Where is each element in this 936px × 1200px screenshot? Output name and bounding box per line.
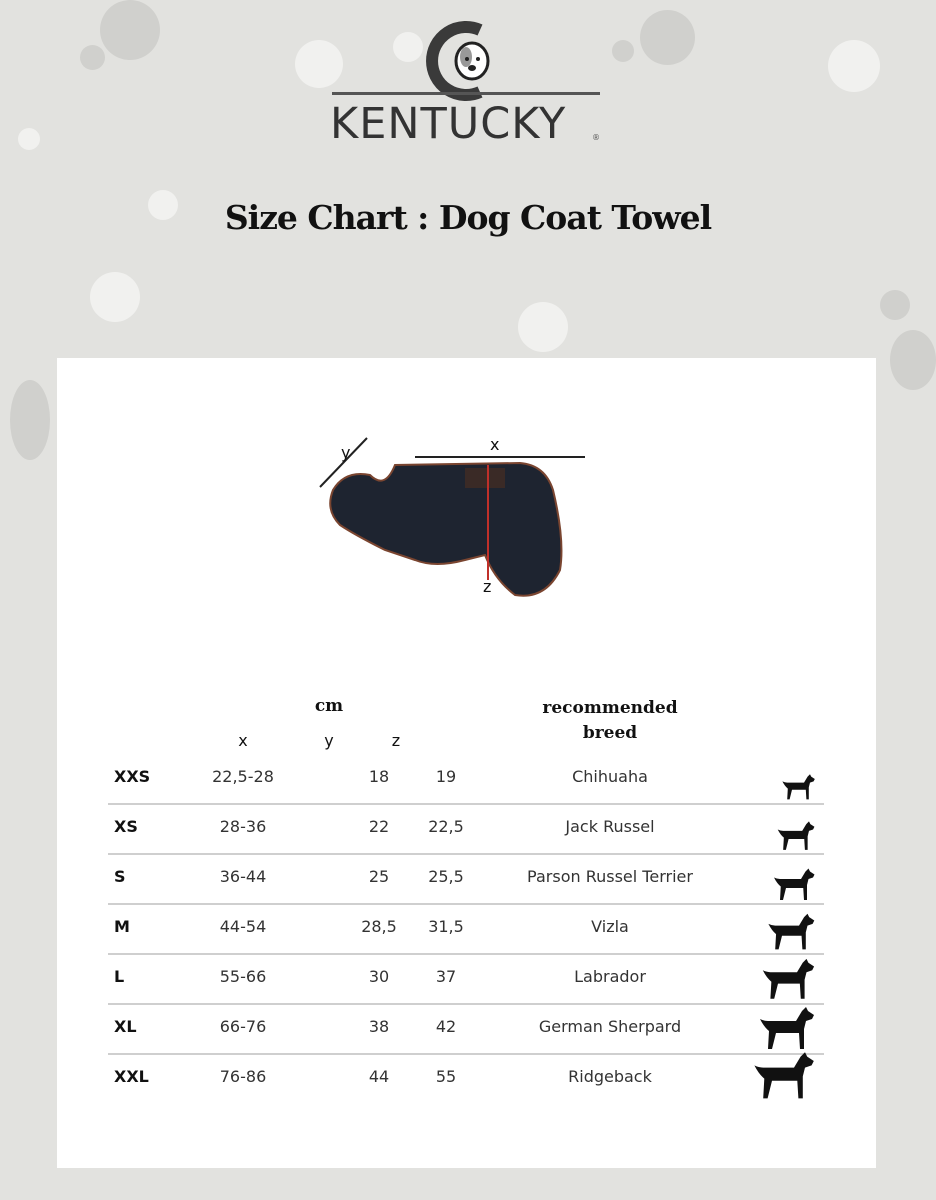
y-cell: 18 — [368, 767, 390, 786]
dog-coat-diagram — [315, 430, 615, 610]
z-cell: 19 — [435, 767, 457, 786]
x-cell: 28-36 — [219, 817, 267, 836]
breed-cell: Labrador — [574, 967, 646, 986]
y-cell: 30 — [368, 967, 390, 986]
svg-text:z: z — [483, 577, 492, 596]
size-chart-card — [57, 358, 876, 1168]
table-row — [108, 955, 824, 1005]
y-cell: 25 — [368, 867, 390, 886]
breed-cell: German Sherpard — [538, 1017, 682, 1036]
x-cell: 22,5-28 — [212, 767, 274, 786]
size-cell: XXL — [114, 1067, 149, 1086]
size-cell: XXS — [114, 767, 151, 786]
z-cell: 22,5 — [428, 817, 464, 836]
breed-cell: Parson Russel Terrier — [527, 867, 693, 886]
svg-text:y: y — [341, 443, 351, 462]
svg-text:KENTUCKY: KENTUCKY — [330, 99, 567, 149]
z-cell: 25,5 — [428, 867, 464, 886]
table-row — [108, 1005, 824, 1055]
table-row — [108, 855, 824, 905]
breed-cell: Ridgeback — [568, 1067, 652, 1086]
z-cell: 31,5 — [428, 917, 464, 936]
x-cell: 55-66 — [219, 967, 267, 986]
unit-header: cm — [314, 696, 344, 716]
kentucky-logo — [330, 14, 602, 149]
column-header-y: y — [324, 731, 334, 750]
ridgeback-icon — [750, 1050, 816, 1101]
size-cell: S — [114, 867, 126, 886]
size-cell: L — [114, 967, 125, 986]
z-cell: 42 — [435, 1017, 457, 1036]
size-cell: XS — [114, 817, 138, 836]
vizla-icon — [765, 912, 816, 951]
x-cell: 76-86 — [219, 1067, 267, 1086]
jack-russel-icon — [775, 820, 816, 851]
table-row — [108, 805, 824, 855]
size-cell: XL — [114, 1017, 137, 1036]
column-header-x: x — [238, 731, 248, 750]
german-shepherd-icon — [756, 1005, 816, 1051]
chihuahua-icon — [780, 773, 816, 801]
x-cell: 36-44 — [219, 867, 267, 886]
svg-text:x: x — [490, 435, 500, 454]
x-cell: 66-76 — [219, 1017, 267, 1036]
y-cell: 22 — [368, 817, 390, 836]
column-header-z: z — [391, 731, 401, 750]
y-cell: 28,5 — [361, 917, 397, 936]
table-row — [108, 1055, 824, 1105]
breed-cell: Chihuaha — [572, 767, 648, 786]
z-cell: 37 — [435, 967, 457, 986]
z-cell: 55 — [435, 1067, 457, 1086]
size-cell: M — [114, 917, 130, 936]
table-row — [108, 755, 824, 805]
svg-text:®: ® — [592, 133, 600, 142]
y-cell: 44 — [368, 1067, 390, 1086]
table-row — [108, 905, 824, 955]
breed-cell: Vizla — [591, 917, 629, 936]
page-title: Size Chart : Dog Coat Towel — [224, 198, 712, 237]
breed-cell: Jack Russel — [565, 817, 655, 836]
labrador-icon — [759, 957, 816, 1001]
y-cell: 38 — [368, 1017, 390, 1036]
terrier-icon — [771, 867, 816, 902]
x-cell: 44-54 — [219, 917, 267, 936]
breed-header: recommended breed — [542, 698, 678, 743]
